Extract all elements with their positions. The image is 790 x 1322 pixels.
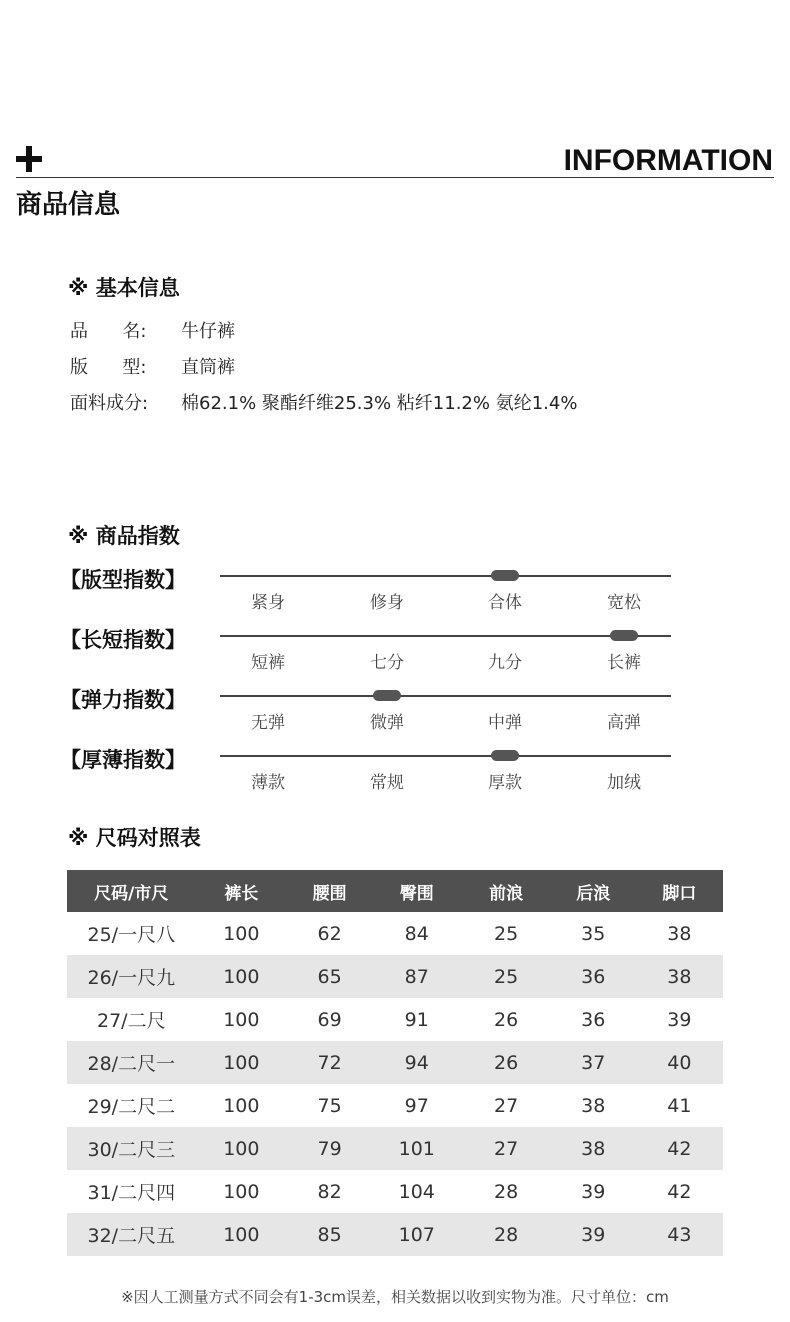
index-option: 厚款 — [488, 773, 522, 793]
table-row — [67, 1170, 723, 1213]
table-cell: 38 — [581, 1094, 606, 1117]
table-cell: 25/一尺八 — [87, 924, 176, 946]
index-row — [60, 686, 680, 733]
table-cell: 42 — [667, 1180, 692, 1203]
table-cell: 40 — [636, 1041, 723, 1084]
index-label: 【版型指数】 — [60, 568, 186, 592]
table-cell: 75 — [317, 1094, 342, 1117]
table-cell: 35 — [581, 922, 606, 945]
table-cell: 25 — [461, 955, 550, 998]
index-option: 微弹 — [370, 713, 404, 733]
index-option: 宽松 — [607, 593, 641, 613]
header-divider — [16, 177, 774, 178]
table-cell: 101 — [372, 1127, 461, 1170]
table-cell: 43 — [636, 1213, 723, 1256]
table-cell: 100 — [223, 1094, 260, 1117]
index-option: 高弹 — [607, 713, 641, 733]
index-row — [60, 566, 680, 613]
column-header: 前浪 — [461, 870, 550, 912]
index-option: 无弹 — [251, 713, 285, 733]
table-cell: 26 — [461, 1041, 550, 1084]
table-cell: 100 — [196, 955, 288, 998]
basic-label: 版 型: — [70, 357, 147, 378]
table-cell: 69 — [317, 1008, 342, 1031]
table-cell: 27/二尺 — [96, 1010, 166, 1032]
table-cell: 38 — [667, 922, 692, 945]
table-cell: 62 — [317, 922, 342, 945]
index-row — [60, 746, 680, 793]
table-body — [67, 912, 723, 1256]
table-cell: 41 — [667, 1094, 692, 1117]
column-header: 尺码/市尺 — [67, 870, 196, 912]
index-option: 合体 — [488, 593, 522, 613]
index-option: 七分 — [370, 653, 404, 673]
table-cell: 72 — [287, 1041, 372, 1084]
table-cell: 28 — [494, 1180, 519, 1203]
basic-info-heading: ※ 基本信息 — [68, 276, 180, 300]
table-cell: 32/二尺五 — [67, 1213, 196, 1256]
table-cell: 31/二尺四 — [87, 1182, 176, 1204]
plus-icon — [16, 146, 42, 172]
size-chart-heading: ※ 尺码对照表 — [68, 826, 201, 850]
table-row — [67, 955, 723, 998]
index-scale-line — [220, 635, 671, 637]
index-slider-knob — [373, 690, 401, 701]
index-label: 【长短指数】 — [60, 628, 186, 652]
index-option: 常规 — [370, 773, 404, 793]
english-title: INFORMATION — [563, 144, 773, 177]
index-slider-knob — [491, 570, 519, 581]
index-option: 紧身 — [251, 593, 285, 613]
table-row — [67, 998, 723, 1041]
basic-value: 直筒裤 — [181, 357, 235, 378]
index-option: 长裤 — [607, 653, 641, 673]
table-cell: 28/二尺一 — [67, 1041, 196, 1084]
column-header: 脚口 — [636, 870, 723, 912]
measurement-note: ※因人工测量方式不同会有1-3cm误差，相关数据以收到实物为准。尺寸单位：cm — [121, 1288, 669, 1306]
index-slider-knob — [491, 750, 519, 761]
index-scale-line — [220, 755, 671, 757]
table-cell: 27 — [461, 1127, 550, 1170]
table-cell: 42 — [636, 1127, 723, 1170]
table-cell: 100 — [196, 1127, 288, 1170]
column-header: 臀围 — [372, 870, 461, 912]
index-scale-line — [220, 695, 671, 697]
table-cell: 37 — [551, 1041, 636, 1084]
table-cell: 100 — [196, 1041, 288, 1084]
table-cell: 27 — [494, 1094, 519, 1117]
basic-label: 品 名: — [70, 321, 147, 342]
table-cell: 82 — [317, 1180, 342, 1203]
table-cell: 36 — [551, 955, 636, 998]
table-cell: 100 — [196, 1213, 288, 1256]
table-cell: 30/二尺三 — [67, 1127, 196, 1170]
table-cell: 38 — [636, 955, 723, 998]
index-option: 薄款 — [251, 773, 285, 793]
table-cell: 84 — [404, 922, 429, 945]
table-cell: 25 — [494, 922, 519, 945]
table-row — [67, 1084, 723, 1127]
table-cell: 39 — [551, 1213, 636, 1256]
table-row — [67, 1127, 723, 1170]
table-cell: 104 — [398, 1180, 435, 1203]
basic-value: 棉62.1% 聚酯纤维25.3% 粘纤11.2% 氨纶1.4% — [181, 393, 578, 414]
index-option: 中弹 — [488, 713, 522, 733]
table-cell: 65 — [287, 955, 372, 998]
index-option: 九分 — [488, 653, 522, 673]
basic-value: 牛仔裤 — [181, 321, 235, 342]
index-slider-knob — [610, 630, 638, 641]
table-cell: 29/二尺二 — [87, 1096, 176, 1118]
index-heading: ※ 商品指数 — [68, 524, 180, 548]
table-cell: 91 — [404, 1008, 429, 1031]
index-row — [60, 626, 680, 673]
table-cell: 94 — [372, 1041, 461, 1084]
table-header-row — [67, 870, 723, 912]
table-cell: 100 — [223, 922, 260, 945]
column-header: 腰围 — [287, 870, 372, 912]
table-cell: 39 — [667, 1008, 692, 1031]
index-label: 【弹力指数】 — [60, 688, 186, 712]
table-cell: 26 — [494, 1008, 519, 1031]
table-row — [67, 1041, 723, 1084]
index-scale-line — [220, 575, 671, 577]
table-cell: 36 — [581, 1008, 606, 1031]
index-label: 【厚薄指数】 — [60, 748, 186, 772]
table-cell: 38 — [551, 1127, 636, 1170]
size-table — [67, 870, 723, 1256]
table-cell: 79 — [287, 1127, 372, 1170]
table-row — [67, 912, 723, 955]
table-row — [67, 1213, 723, 1256]
page-title: 商品信息 — [16, 190, 121, 220]
index-option: 修身 — [370, 593, 404, 613]
index-option: 加绒 — [607, 773, 641, 793]
table-cell: 100 — [223, 1008, 260, 1031]
table-cell: 39 — [581, 1180, 606, 1203]
table-cell: 97 — [404, 1094, 429, 1117]
table-cell: 87 — [372, 955, 461, 998]
column-header: 裤长 — [196, 870, 288, 912]
table-cell: 85 — [287, 1213, 372, 1256]
index-option: 短裤 — [251, 653, 285, 673]
table-cell: 28 — [461, 1213, 550, 1256]
basic-label: 面料成分: — [70, 393, 149, 414]
column-header: 后浪 — [551, 870, 636, 912]
table-cell: 100 — [223, 1180, 260, 1203]
table-cell: 26/一尺九 — [67, 955, 196, 998]
table-cell: 107 — [372, 1213, 461, 1256]
